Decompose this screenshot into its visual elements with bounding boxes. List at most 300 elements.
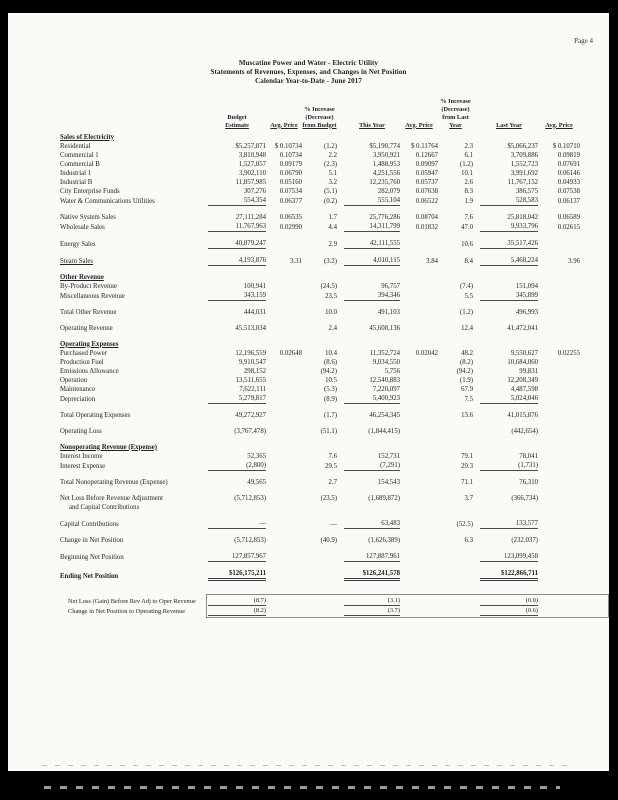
- cell-last-year: 41,015,876: [507, 411, 538, 419]
- cell-pct-from-budget: 1.7: [328, 213, 337, 221]
- row-label: Emissions Allowance: [60, 367, 119, 375]
- table-row: [60, 282, 609, 291]
- row-spacer: [60, 512, 609, 519]
- cell-pct-from-last-year: (7.4): [459, 282, 473, 290]
- cell-budget-estimate: 52,365: [247, 452, 266, 460]
- row-label: Capital Contributions: [60, 520, 119, 528]
- cell-last-year: 35,517,426: [480, 239, 538, 249]
- header-line: from Budget: [302, 121, 337, 129]
- cell-last-year: 76,310: [519, 478, 538, 486]
- cell-this-year: 5,756: [384, 367, 400, 375]
- column-header-this-year: [344, 122, 400, 130]
- cell-pct-from-budget: 10.4: [325, 349, 337, 357]
- table-row: [60, 187, 609, 196]
- cell-avg-price-budget: 0.07534: [279, 187, 302, 195]
- cell-pct-from-budget: (3.2): [323, 257, 337, 265]
- cell-this-year: 46,254,345: [369, 411, 400, 419]
- cell-pct-from-budget: 3.2: [328, 178, 337, 186]
- cell-last-year: 123,099,458: [480, 552, 538, 562]
- cell-this-year: 9,034,550: [372, 358, 400, 366]
- cell-avg-price-last-year: 0.06589: [557, 213, 580, 221]
- cell-budget-estimate: $126,175,211: [208, 569, 266, 581]
- cell-budget-estimate: (5,712,853): [234, 494, 266, 502]
- cell-this-year: 1,488,953: [372, 160, 400, 168]
- cell-this-year: $5,190,774: [369, 142, 400, 150]
- cell-pct-from-last-year: 1.9: [464, 197, 473, 205]
- cell-avg-price-last-year: 0.02615: [557, 223, 580, 231]
- cell-this-year: (3.1): [344, 596, 400, 606]
- header-line: Budget: [227, 113, 247, 121]
- table-row: [60, 160, 609, 169]
- cell-pct-from-last-year: 67.9: [461, 385, 473, 393]
- row-label: Operating Expenses: [60, 340, 119, 348]
- cell-pct-from-budget: 2.4: [328, 324, 337, 332]
- cell-pct-from-budget: (23.5): [320, 494, 337, 502]
- cell-pct-from-last-year: 2.6: [464, 178, 473, 186]
- header-line: Estimate: [225, 121, 249, 129]
- column-header-budget-estimate: [208, 114, 266, 130]
- cell-avg-price-budget: $ 0.10734: [274, 142, 302, 150]
- document-page: [8, 13, 609, 771]
- cell-budget-estimate: (8.2): [208, 606, 266, 616]
- cell-last-year: (442,654): [511, 427, 538, 435]
- cell-pct-from-budget: 2.2: [328, 151, 337, 159]
- cell-avg-price-last-year: 0.04933: [557, 178, 580, 186]
- cell-avg-price-budget: 0.10734: [279, 151, 302, 159]
- cell-budget-estimate: (8.7): [208, 596, 266, 606]
- cell-pct-from-last-year: 71.1: [461, 478, 473, 486]
- row-label: Industrial B: [60, 178, 93, 186]
- header-line: Year: [449, 121, 462, 129]
- cell-this-year: (3.7): [344, 606, 400, 616]
- row-label: Ending Net Position: [60, 572, 119, 580]
- row-label: Native System Sales: [60, 213, 116, 221]
- cell-avg-price-budget: 0.06535: [279, 213, 302, 221]
- cell-last-year: 528,583: [480, 196, 538, 206]
- row-label: Net Loss (Gain) Before Rev Adj to Oper Revenue: [68, 597, 196, 605]
- cell-pct-from-last-year: 3.7: [464, 494, 473, 502]
- row-label: Steam Sales: [60, 257, 94, 265]
- cell-pct-from-last-year: (1.2): [459, 308, 473, 316]
- scan-artifact-dashes: [44, 786, 560, 789]
- cell-avg-price-last-year: 0.06137: [557, 197, 580, 205]
- cell-avg-price-last-year: 3.96: [568, 257, 580, 265]
- row-label: Commercial B: [60, 160, 100, 168]
- cell-this-year: 127,887,961: [344, 552, 400, 562]
- table-row: [60, 213, 609, 222]
- scan-artifact-page-edge: [42, 765, 569, 766]
- row-label: Operating Revenue: [60, 324, 113, 332]
- row-label: By-Product Revenue: [60, 282, 117, 290]
- cell-avg-price-this-year: 0.06522: [415, 197, 438, 205]
- cell-budget-estimate: 3,810,948: [238, 151, 266, 159]
- cell-this-year: 394,346: [344, 291, 400, 301]
- column-header-avg-price-this-year: [400, 122, 438, 130]
- row-spacer: [60, 436, 609, 443]
- continuation-row: [60, 503, 609, 512]
- cell-budget-estimate: $5,257,871: [235, 142, 266, 150]
- row-spacer: [60, 545, 609, 552]
- row-spacer: [60, 529, 609, 536]
- cell-budget-estimate: (5,712,853): [234, 536, 266, 544]
- row-label: Commercial 1: [60, 151, 99, 159]
- cell-last-year: 9,933,796: [480, 222, 538, 232]
- table-header-row: [60, 98, 609, 130]
- cell-pct-from-budget: (5.3): [323, 385, 337, 393]
- cell-this-year: 42,111,555: [344, 239, 400, 249]
- row-label: Wholesale Sales: [60, 223, 105, 231]
- cell-budget-estimate: 40,879,247: [208, 239, 266, 249]
- cell-this-year: 7,220,097: [372, 385, 400, 393]
- cell-budget-estimate: 100,941: [243, 282, 266, 290]
- cell-last-year: (0.9): [480, 596, 538, 606]
- cell-budget-estimate: 49,272,927: [235, 411, 266, 419]
- cell-this-year: 491,103: [377, 308, 400, 316]
- section-row: [60, 273, 609, 282]
- cell-last-year: 9,550,627: [510, 349, 538, 357]
- header-line: (Decrease): [441, 105, 470, 113]
- cell-last-year: $5,066,237: [507, 142, 538, 150]
- cell-this-year: 3,950,921: [372, 151, 400, 159]
- header-line: Avg. Price: [405, 121, 433, 129]
- cell-pct-from-budget: (40.9): [320, 536, 337, 544]
- page-number: Page 4: [574, 37, 593, 45]
- cell-pct-from-last-year: (52.5): [456, 520, 473, 528]
- cell-avg-price-last-year: 0.09819: [557, 151, 580, 159]
- cell-avg-price-last-year: 0.07538: [557, 187, 580, 195]
- cell-budget-estimate: 7,622,111: [239, 385, 266, 393]
- header-line: Avg. Price: [270, 121, 298, 129]
- row-spacer: [60, 471, 609, 478]
- cell-last-year: (1,731): [480, 461, 538, 471]
- cell-pct-from-budget: (24.5): [320, 282, 337, 290]
- cell-pct-from-budget: 10.0: [325, 308, 337, 316]
- cell-avg-price-budget: 0.02648: [279, 349, 302, 357]
- column-header-pct-from-last-year: [438, 98, 480, 130]
- total-row: [60, 519, 609, 529]
- cell-last-year: 386,575: [515, 187, 538, 195]
- cell-this-year: 152,731: [377, 452, 400, 460]
- cell-budget-estimate: 3,902,110: [239, 169, 266, 177]
- cell-avg-price-this-year: 3.84: [426, 257, 438, 265]
- table-row: [60, 367, 609, 376]
- total-row: [60, 427, 609, 436]
- cell-this-year: 4,251,556: [372, 169, 400, 177]
- table-row: [60, 178, 609, 187]
- table-row: [60, 394, 609, 404]
- cell-budget-estimate: 343,159: [208, 291, 266, 301]
- footnote-box: [206, 594, 609, 618]
- cell-last-year: 496,993: [515, 308, 538, 316]
- cell-pct-from-last-year: 5.5: [464, 292, 473, 300]
- row-label: Interest Income: [60, 452, 103, 460]
- cell-pct-from-budget: —: [330, 520, 337, 528]
- row-spacer: [60, 249, 609, 256]
- cell-pct-from-budget: 7.6: [328, 452, 337, 460]
- cell-pct-from-last-year: 10.6: [461, 240, 473, 248]
- cell-budget-estimate: 298,152: [243, 367, 266, 375]
- cell-this-year: (7,291): [344, 461, 400, 471]
- cell-pct-from-last-year: (1.9): [459, 376, 473, 384]
- cell-pct-from-budget: 5.1: [328, 169, 337, 177]
- cell-pct-from-budget: 29.5: [325, 462, 337, 470]
- cell-avg-price-budget: 0.09179: [279, 160, 302, 168]
- total-row: [60, 536, 609, 545]
- cell-this-year: (1,626,389): [368, 536, 400, 544]
- column-header-avg-price-last-year: [538, 122, 580, 130]
- column-header-pct-from-budget: [302, 106, 344, 130]
- document-period: Calendar Year-to-Date - June 2017: [255, 77, 362, 85]
- cell-budget-estimate: (3,767,478): [234, 427, 266, 435]
- row-label: Total Other Revenue: [60, 308, 117, 316]
- row-label: Water & Communications Utilities: [60, 197, 155, 205]
- header-line: % Increase: [304, 105, 335, 113]
- cell-last-year: $122,866,711: [480, 569, 538, 581]
- cell-last-year: 1,552,723: [510, 160, 538, 168]
- cell-pct-from-last-year: 7.6: [464, 213, 473, 221]
- row-label: Interest Expense: [60, 462, 106, 470]
- statement-table: [60, 98, 609, 581]
- row-label: Total Operating Expenses: [60, 411, 131, 419]
- cell-pct-from-budget: 2.7: [328, 478, 337, 486]
- header-line: % Increase: [440, 98, 471, 105]
- cell-last-year: 11,767,152: [507, 178, 538, 186]
- cell-avg-price-this-year: $ 0.11764: [411, 142, 438, 150]
- row-label: Residential: [60, 142, 91, 150]
- cell-budget-estimate: 307,276: [243, 187, 266, 195]
- cell-avg-price-this-year: 0.07638: [415, 187, 438, 195]
- row-spacer: [60, 420, 609, 427]
- cell-pct-from-last-year: 7.5: [464, 395, 473, 403]
- cell-last-year: 25,818,042: [507, 213, 538, 221]
- total-row: [60, 239, 609, 249]
- row-label: Net Loss Before Revenue Adjustment: [60, 494, 164, 502]
- cell-budget-estimate: 9,910,547: [238, 358, 266, 366]
- row-label: Beginning Net Position: [60, 553, 124, 561]
- total-row: [60, 494, 609, 503]
- row-spacer: [60, 301, 609, 308]
- row-label: Miscellaneous Revenue: [60, 292, 125, 300]
- cell-avg-price-last-year: 0.06146: [557, 169, 580, 177]
- table-row: [60, 358, 609, 367]
- cell-pct-from-last-year: 79.1: [461, 452, 473, 460]
- cell-this-year: (1,844,415): [368, 427, 400, 435]
- section-row: [60, 340, 609, 349]
- cell-avg-price-budget: 0.02990: [279, 223, 302, 231]
- row-label: Production Fuel: [60, 358, 104, 366]
- cell-last-year: 3,709,886: [510, 151, 538, 159]
- section-row: [60, 133, 609, 142]
- row-label: Purchased Power: [60, 349, 108, 357]
- cell-pct-from-budget: (5.1): [323, 187, 337, 195]
- row-label: Energy Sales: [60, 240, 96, 248]
- row-spacer: [60, 562, 609, 569]
- row-label: Change in Net Position: [60, 536, 124, 544]
- cell-budget-estimate: 444,031: [243, 308, 266, 316]
- document-subtitle: Statements of Revenues, Expenses, and Changes in Net Position: [210, 68, 407, 76]
- total-row: [60, 324, 609, 333]
- table-row: [60, 349, 609, 358]
- cell-pct-from-budget: 4.4: [328, 223, 337, 231]
- table-row: [60, 169, 609, 178]
- cell-this-year: 63,483: [344, 519, 400, 529]
- cell-this-year: 154,543: [377, 478, 400, 486]
- row-spacer: [60, 404, 609, 411]
- cell-pct-from-last-year: 6.3: [464, 536, 473, 544]
- header-line: from Last: [442, 113, 469, 121]
- row-label: Operating Loss: [60, 427, 102, 435]
- cell-avg-price-last-year: 0.02255: [557, 349, 580, 357]
- cell-last-year: 5,024,046: [480, 394, 538, 404]
- cell-last-year: 5,468,224: [480, 256, 538, 266]
- cell-avg-price-this-year: 0.02042: [415, 349, 438, 357]
- cell-avg-price-budget: 3.31: [290, 257, 302, 265]
- cell-pct-from-last-year: (8.2): [459, 358, 473, 366]
- cell-pct-from-budget: 2.9: [328, 240, 337, 248]
- cell-last-year: 345,899: [480, 291, 538, 301]
- column-header-avg-price-budget: [266, 122, 302, 130]
- table-row: [60, 222, 609, 232]
- cell-avg-price-this-year: 0.05737: [415, 178, 438, 186]
- cell-pct-from-budget: (8.6): [323, 358, 337, 366]
- table-row: [60, 461, 609, 471]
- cell-last-year: 4,487,598: [510, 385, 538, 393]
- cell-pct-from-last-year: 2.3: [464, 142, 473, 150]
- cell-budget-estimate: 1,527,057: [238, 160, 266, 168]
- row-spacer: [60, 317, 609, 324]
- row-spacer: [60, 333, 609, 340]
- table-row: [60, 196, 609, 206]
- cell-this-year: 282,079: [377, 187, 400, 195]
- total-row: [60, 478, 609, 487]
- table-row: [60, 142, 609, 151]
- table-row: [60, 376, 609, 385]
- cell-this-year: 45,608,136: [369, 324, 400, 332]
- cell-avg-price-budget: 0.05160: [279, 178, 302, 186]
- row-label: Change in Net Position to Operating Revenue: [68, 607, 186, 615]
- table-row: [60, 291, 609, 301]
- row-label: City Enterprise Funds: [60, 187, 120, 195]
- cell-pct-from-last-year: 10.1: [461, 169, 473, 177]
- cell-this-year: 96,757: [381, 282, 400, 290]
- cell-budget-estimate: —: [208, 519, 266, 529]
- total-row: [60, 411, 609, 420]
- cell-avg-price-this-year: 0.01832: [415, 223, 438, 231]
- cell-this-year: 4,010,115: [344, 256, 400, 266]
- cell-last-year: 151,094: [515, 282, 538, 290]
- row-spacer: [60, 232, 609, 239]
- cell-this-year: 555,104: [344, 196, 400, 206]
- row-spacer: [60, 487, 609, 494]
- row-spacer: [60, 266, 609, 273]
- row-label: Depreciation: [60, 395, 96, 403]
- row-label: and Capital Contributions: [69, 503, 140, 511]
- cell-pct-from-budget: (51.1): [320, 427, 337, 435]
- cell-avg-price-last-year: 0.07691: [557, 160, 580, 168]
- cell-avg-price-this-year: 0.08704: [415, 213, 438, 221]
- cell-pct-from-last-year: 48.2: [461, 349, 473, 357]
- cell-this-year: 25,776,286: [369, 213, 400, 221]
- table-row: [60, 151, 609, 160]
- header-line: Last Year: [496, 121, 522, 129]
- cell-avg-price-budget: 0.06377: [279, 197, 302, 205]
- cell-last-year: 3,991,692: [510, 169, 538, 177]
- total-row: [60, 308, 609, 317]
- cell-budget-estimate: 11,857,985: [235, 178, 266, 186]
- row-label: Maintenance: [60, 385, 96, 393]
- cell-budget-estimate: 5,279,817: [208, 394, 266, 404]
- cell-this-year: 5,400,923: [344, 394, 400, 404]
- cell-budget-estimate: (2,800): [208, 461, 266, 471]
- cell-pct-from-budget: (1.2): [323, 142, 337, 150]
- column-header-last-year: [480, 122, 538, 130]
- header-line: (Decrease): [305, 113, 334, 121]
- row-label: Other Revenue: [60, 273, 104, 281]
- header-line: Avg. Price: [545, 121, 573, 129]
- cell-last-year: (232,037): [511, 536, 538, 544]
- row-spacer: [60, 206, 609, 213]
- cell-last-year: (0.6): [480, 606, 538, 616]
- document-title: Muscatine Power and Water - Electric Utility: [238, 59, 379, 67]
- cell-this-year: 11,352,724: [369, 349, 400, 357]
- row-label: Operation: [60, 376, 88, 384]
- cell-pct-from-budget: (0.2): [323, 197, 337, 205]
- cell-avg-price-this-year: 0.12667: [415, 151, 438, 159]
- cell-last-year: 78,041: [519, 452, 538, 460]
- cell-budget-estimate: 27,111,284: [235, 213, 266, 221]
- cell-budget-estimate: 127,857,967: [208, 552, 266, 562]
- cell-pct-from-last-year: (94.2): [456, 367, 473, 375]
- section-row: [60, 443, 609, 452]
- cell-avg-price-last-year: $ 0.10710: [552, 142, 580, 150]
- cell-last-year: 99,831: [519, 367, 538, 375]
- cell-this-year: $126,241,578: [344, 569, 400, 581]
- cell-last-year: 133,577: [480, 519, 538, 529]
- row-label: Industrial 1: [60, 169, 92, 177]
- cell-budget-estimate: 12,196,559: [235, 349, 266, 357]
- cell-last-year: 12,208,349: [507, 376, 538, 384]
- cell-pct-from-budget: 23.5: [325, 292, 337, 300]
- cell-pct-from-last-year: 8.3: [464, 187, 473, 195]
- row-label: Nonoperating Revenue (Expense): [60, 443, 158, 451]
- cell-avg-price-budget: 0.06790: [279, 169, 302, 177]
- cell-budget-estimate: 49,565: [247, 478, 266, 486]
- cell-this-year: 12,235,760: [369, 178, 400, 186]
- title-block: [8, 59, 609, 86]
- total-row: [60, 552, 609, 562]
- cell-budget-estimate: 13,511,655: [235, 376, 266, 384]
- cell-pct-from-last-year: 29.3: [461, 462, 473, 470]
- cell-last-year: 10,684,060: [507, 358, 538, 366]
- table-row: [60, 385, 609, 394]
- header-line: This Year: [359, 121, 385, 129]
- cell-pct-from-last-year: 12.4: [461, 324, 473, 332]
- total-row: [60, 256, 609, 266]
- cell-pct-from-budget: (2.3): [323, 160, 337, 168]
- cell-pct-from-budget: (1.7): [323, 411, 337, 419]
- cell-budget-estimate: 45,513,034: [235, 324, 266, 332]
- row-label: Total Nonoperating Revenue (Expense): [60, 478, 168, 486]
- cell-pct-from-last-year: 13.6: [461, 411, 473, 419]
- cell-last-year: 41,472,041: [507, 324, 538, 332]
- cell-pct-from-budget: (8.9): [323, 395, 337, 403]
- cell-pct-from-budget: (94.2): [320, 367, 337, 375]
- cell-budget-estimate: 11,767,963: [208, 222, 266, 232]
- cell-budget-estimate: 554,354: [208, 196, 266, 206]
- cell-pct-from-last-year: (1.2): [459, 160, 473, 168]
- cell-this-year: (1,689,872): [368, 494, 400, 502]
- cell-this-year: 12,540,883: [369, 376, 400, 384]
